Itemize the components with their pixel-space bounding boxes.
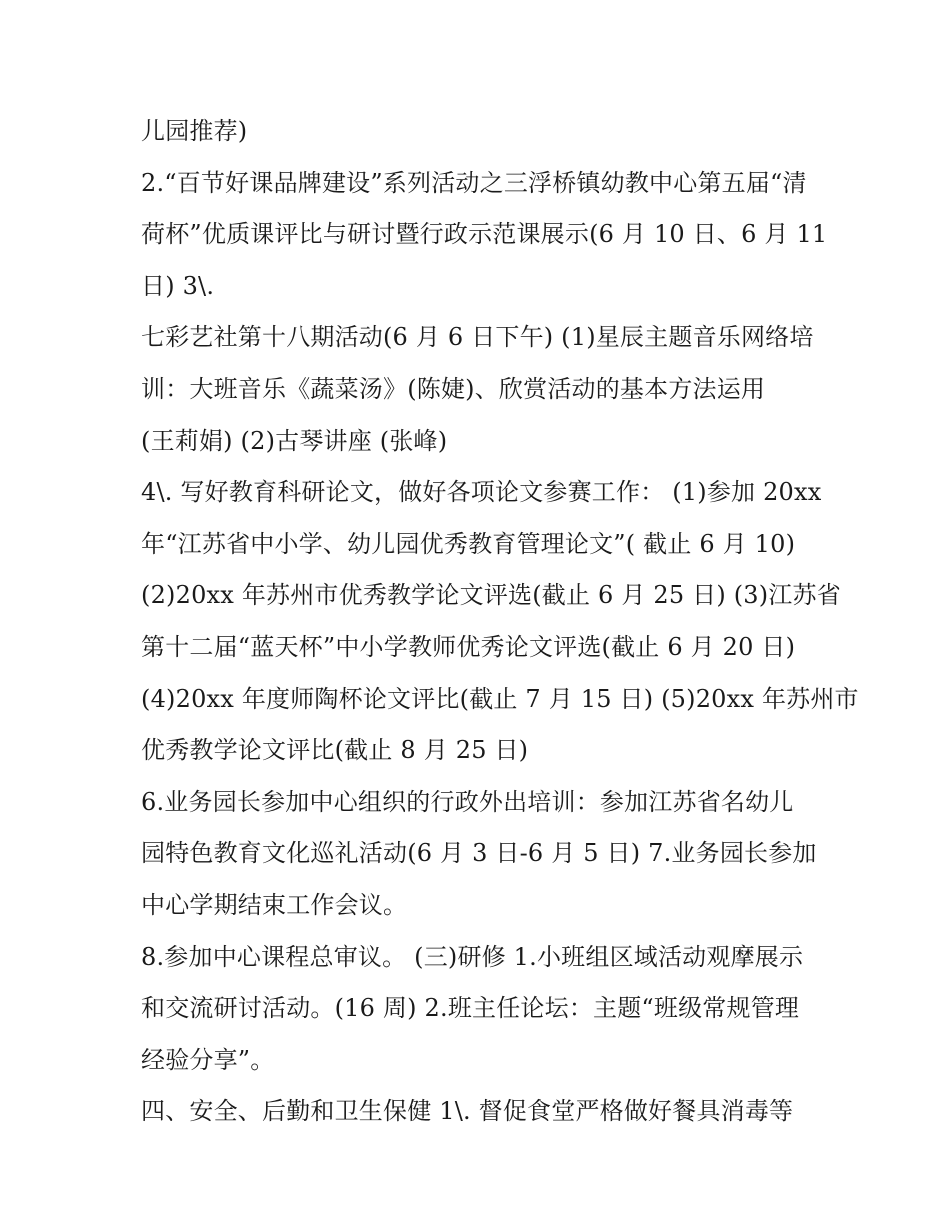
text-line: 年“江苏省中小学、幼儿园优秀教育管理论文”( 截止 6 月 10): [141, 529, 796, 558]
text-line: 儿园推荐): [141, 117, 248, 145]
text-line: 经验分享”。: [141, 1045, 275, 1074]
text-line: 和交流研讨活动。(16 周) 2.班主任论坛：主题“班级常规管理: [141, 994, 800, 1023]
document-body: [141, 106, 859, 1138]
text-line: 四、安全、后勤和卫生保健 1\. 督促食堂严格做好餐具消毒等: [141, 1097, 794, 1126]
text-line: 七彩艺社第十八期活动(6 月 6 日下午) (1)星辰主题音乐网络培: [141, 323, 814, 352]
text-line: 中心学期结束工作会议。: [141, 890, 408, 919]
text-line: 日) 3\.: [141, 271, 215, 300]
text-line: 6.业务园长参加中心组织的行政外出培训：参加江苏省名幼儿: [141, 787, 794, 816]
text-line: (4)20xx 年度师陶杯论文评比(截止 7 月 15 日) (5)20xx 年苏州市: [141, 684, 859, 713]
text-line: 荷杯”优质课评比与研讨暨行政示范课展示(6 月 10 日、6 月 11: [141, 220, 828, 249]
text-line: 训：大班音乐《蔬菜汤》(陈婕)、欣赏活动的基本方法运用: [141, 374, 766, 403]
text-line: 优秀教学论文评比(截止 8 月 25 日): [141, 736, 529, 765]
text-line: (2)20xx 年苏州市优秀教学论文评选(截止 6 月 25 日) (3)江苏省: [141, 581, 841, 610]
text-line: 第十二届“蓝天杯”中小学教师优秀论文评选(截止 6 月 20 日): [141, 632, 796, 661]
text-line: (王莉娟) (2)古琴讲座 (张峰): [141, 426, 448, 455]
text-line: 2.“百节好课品牌建设”系列活动之三浮桥镇幼教中心第五届“清: [141, 168, 807, 197]
text-line: 4\. 写好教育科研论文，做好各项论文参赛工作： (1)参加 20xx: [141, 478, 822, 507]
text-line: 8.参加中心课程总审议。 (三)研修 1.小班组区域活动观摩展示: [141, 942, 804, 971]
text-line: 园特色教育文化巡礼活动(6 月 3 日-6 月 5 日) 7.业务园长参加: [141, 839, 817, 868]
